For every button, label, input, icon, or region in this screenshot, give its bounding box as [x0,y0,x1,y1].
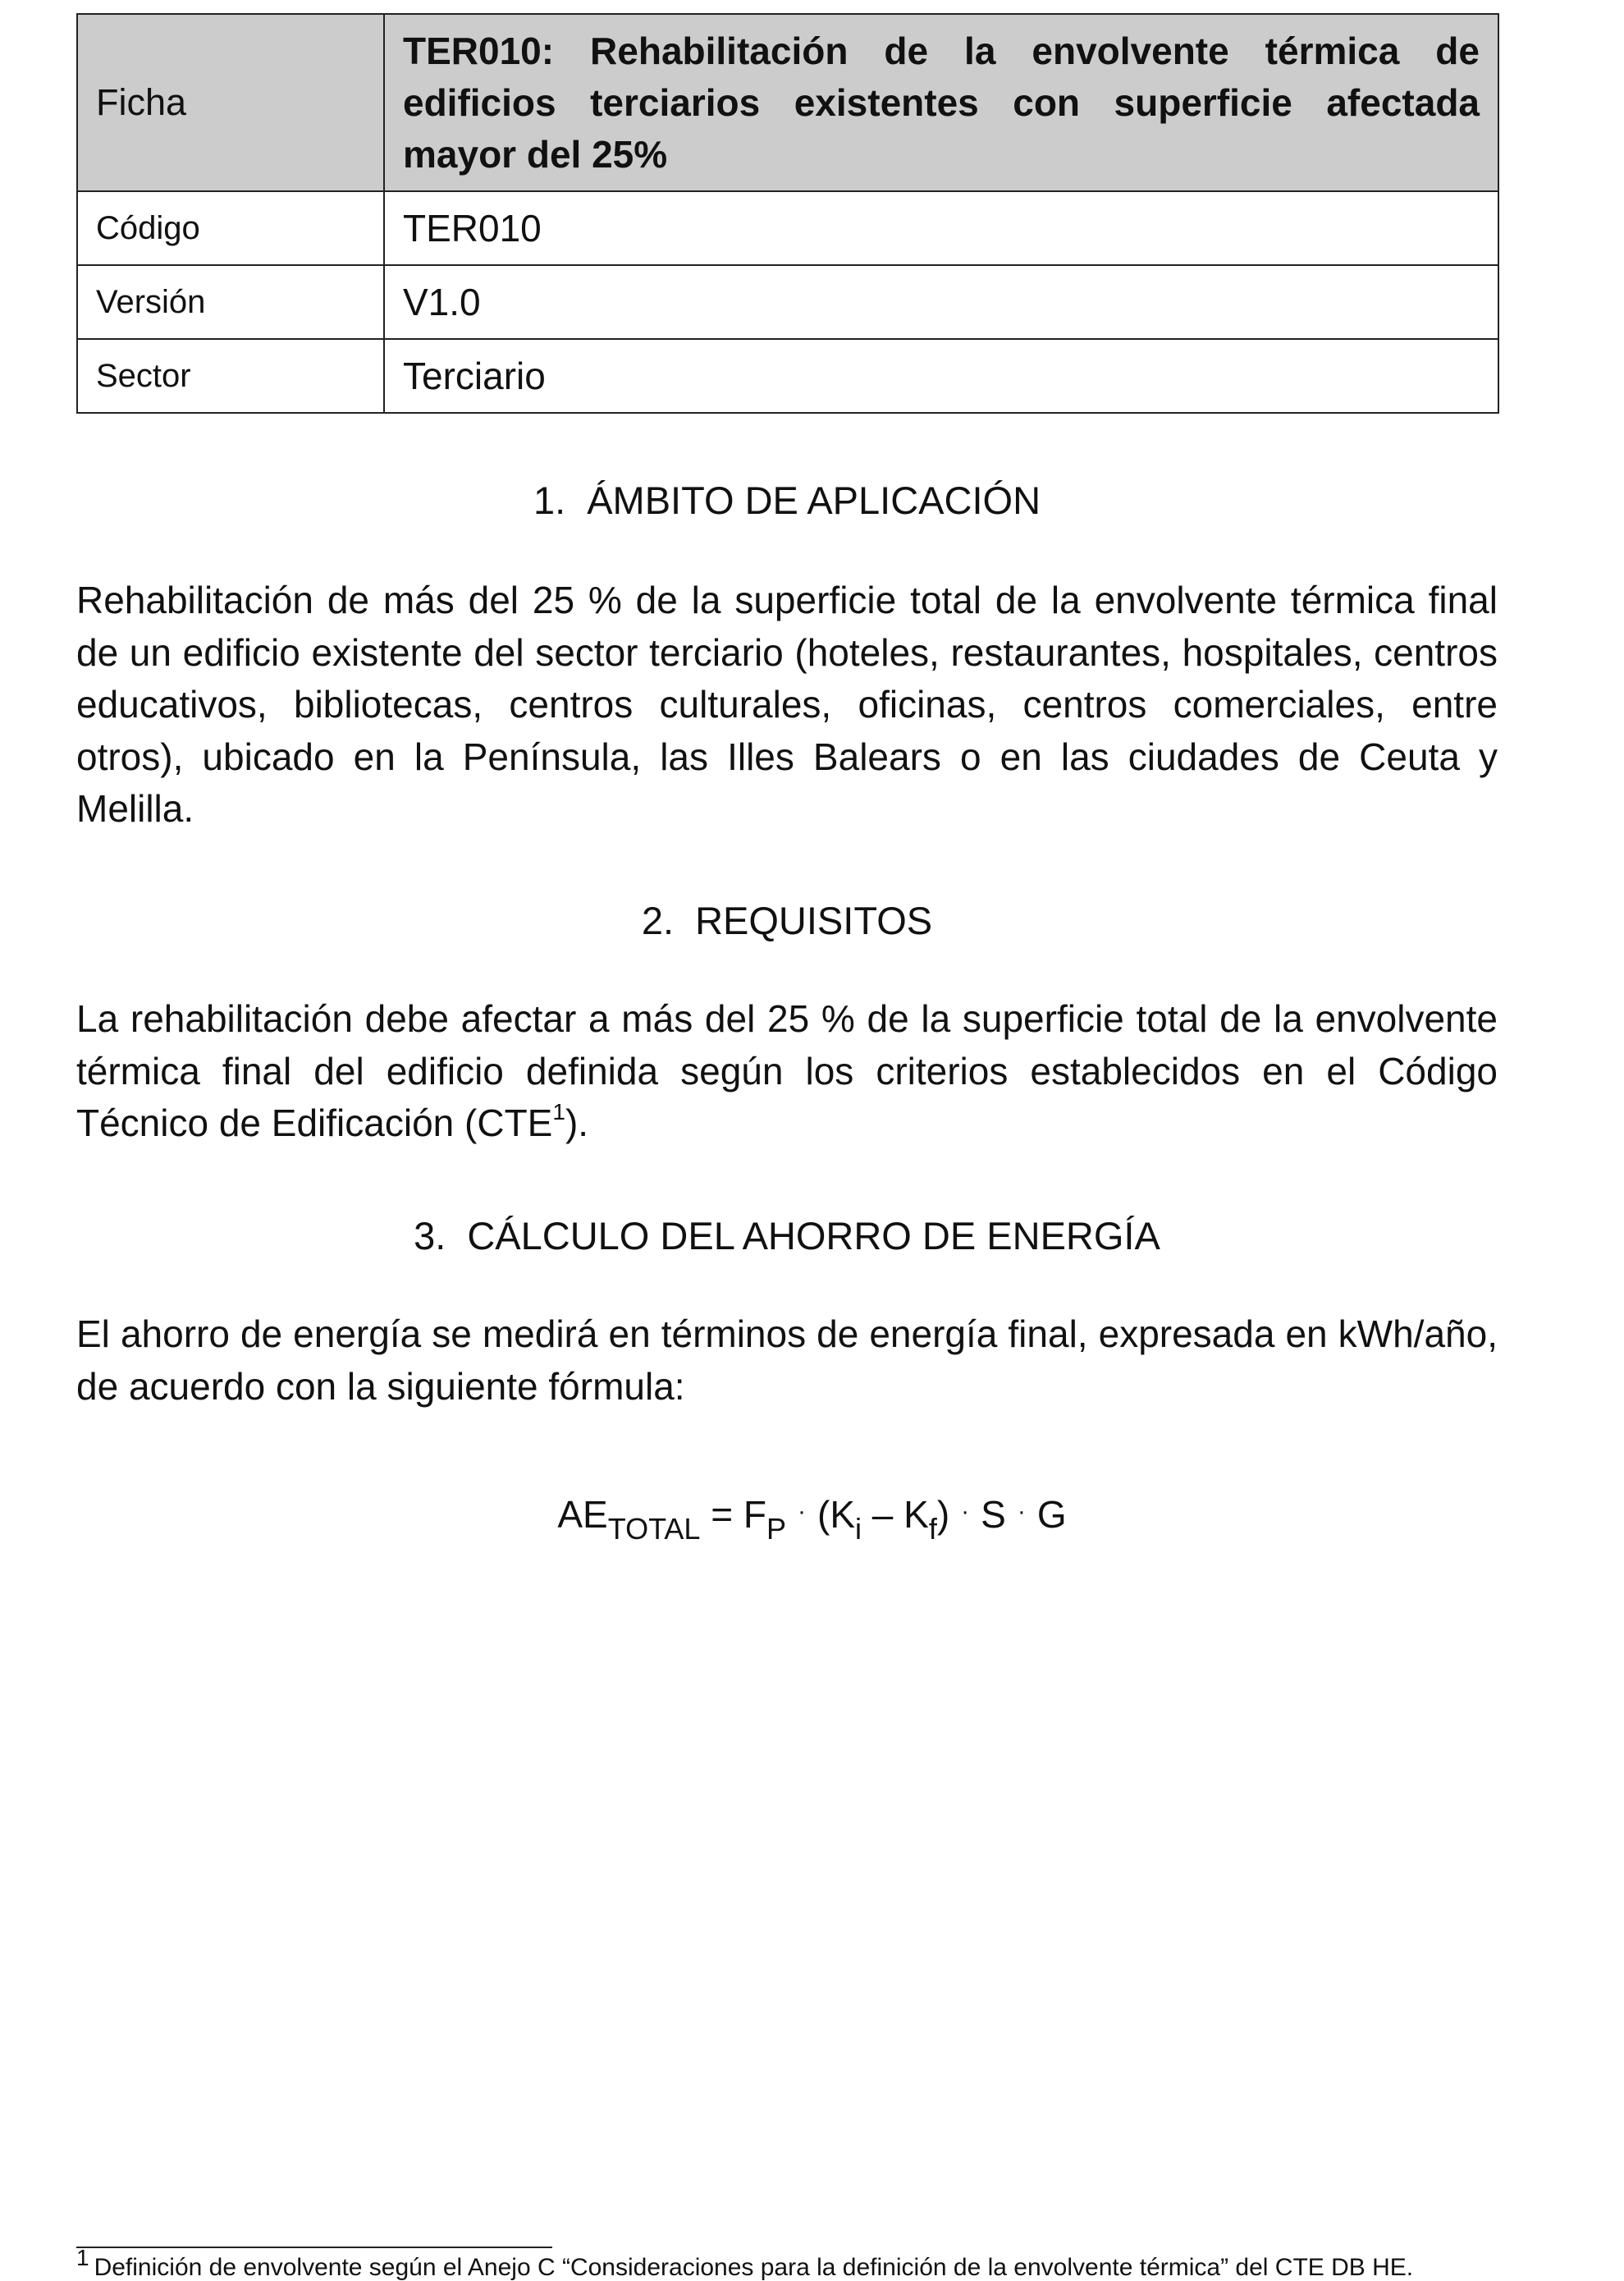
section-title: CÁLCULO DEL AHORRO DE ENERGÍA [467,1214,1160,1257]
section-body-ambito: Rehabilitación de más del 25 % de la superficie total de la envolvente térmica final de un edificio existente del sector terciario (hoteles, restaurantes, hospitales, centros educativos, bibliotecas, centros culturales, oficinas, centros comerciales, entre otros), ubicado en la Península, las Illes Balears o en las ciudades de Ceuta y Melilla. [76,579,1498,830]
section-body-text-end: ). [565,1102,589,1144]
footnote [76,2245,1553,2281]
section-number: 1. [533,479,566,522]
ficha-value: Terciario [384,339,1498,413]
formula-kf: – K [871,1493,929,1536]
formula-ki: (K [817,1493,855,1536]
formula-equals: = [711,1493,734,1536]
section-body-calculo: El ahorro de energía se medirá en términos de energía final, expresada en kWh/año, de acuerdo con la siguiente fórmula: [76,1312,1498,1408]
footnote-text: Definición de envolvente según el Anejo C “Consideraciones para la definición de la envolvente térmica” del CTE DB HE. [94,2254,1414,2281]
formula-f: F [743,1493,766,1536]
ficha-row-codigo [77,191,1498,265]
ficha-key: Código [77,191,384,265]
formula-f-subscript: P [766,1512,786,1546]
section-body-requisitos [76,993,1498,1150]
formula-dot: · [798,1498,806,1525]
ficha-row-version [77,265,1498,339]
formula-dot: · [961,1498,970,1525]
section-title: REQUISITOS [695,899,933,942]
ficha-title: TER010: Rehabilitación de la envolvente térmica de edificios terciarios existentes con superficie afectada mayor del 25% [384,14,1498,191]
footnote-mark: 1 [76,2245,89,2270]
ficha-table [76,13,1499,414]
formula-kf-subscript: f [928,1512,937,1546]
ficha-value: V1.0 [384,265,1498,339]
ficha-header-row [77,14,1498,191]
formula-ae-subscript: TOTAL [607,1512,701,1546]
formula-s: S [981,1493,1006,1536]
ficha-value: TER010 [384,191,1498,265]
formula-g: G [1036,1493,1067,1536]
ficha-key: Sector [77,339,384,413]
section-heading-calculo [76,1213,1498,1259]
formula-close-paren: ) [936,1493,950,1536]
section-body-text: La rehabilitación debe afectar a más del 25 % de la superficie total de la envolvente térmica final del edificio definida según los criterios establecidos en el Código Técnico de Edificación (CTE [76,997,1498,1144]
formula-ki-subscript: i [855,1512,862,1546]
footnote-reference: 1 [552,1099,565,1124]
formula-ae: AE [557,1493,608,1536]
ficha-row-sector [77,339,1498,413]
section-title: ÁMBITO DE APLICACIÓN [587,479,1041,522]
formula-dot: · [1017,1498,1026,1525]
section-number: 2. [641,899,675,942]
section-number: 3. [414,1214,446,1257]
ficha-key: Versión [77,265,384,339]
footnote-separator [76,2247,552,2248]
ficha-label: Ficha [77,14,384,191]
section-heading-ambito [76,478,1498,524]
section-heading-requisitos [76,898,1498,944]
energy-savings-formula [0,1487,1624,1546]
